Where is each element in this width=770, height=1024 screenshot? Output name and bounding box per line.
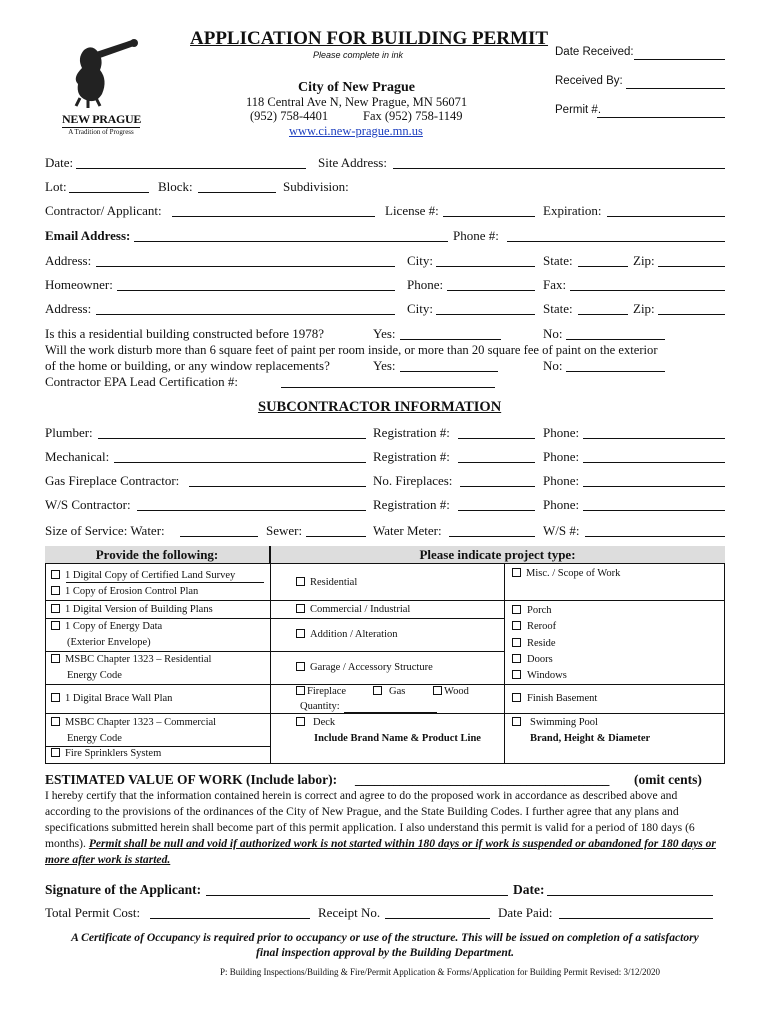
mechanical-registration-label: Registration #: — [373, 449, 450, 464]
zip2-label: Zip: — [633, 301, 655, 316]
state-label: State: — [543, 253, 573, 268]
porch-option[interactable]: Porch — [512, 605, 552, 616]
checkbox-icon[interactable] — [51, 586, 60, 595]
table-divider-1 — [270, 546, 271, 764]
epa-cert-field[interactable] — [281, 387, 495, 388]
list-item[interactable]: 1 Digital Brace Wall Plan — [51, 693, 172, 704]
receipt-label: Receipt No. — [318, 905, 381, 920]
size-service-label: Size of Service: Water: — [45, 523, 165, 538]
address-field[interactable] — [96, 266, 395, 267]
ws-hash-field[interactable] — [585, 536, 725, 537]
fax-label: Fax: — [543, 277, 567, 292]
list-item[interactable]: MSBC Chapter 1323 – Residential — [51, 654, 211, 665]
lead-question-1: Is this a residential building constructed before 1978? — [45, 326, 325, 341]
checkbox-icon[interactable] — [296, 604, 305, 613]
state-field[interactable] — [578, 266, 628, 267]
date-received-field[interactable] — [634, 59, 725, 60]
block-field[interactable] — [198, 192, 276, 193]
right-row-sep — [270, 651, 504, 652]
sewer-label: Sewer: — [266, 523, 303, 538]
total-cost-field[interactable] — [150, 918, 310, 919]
estimate-suffix: (omit cents) — [634, 772, 702, 787]
phone-hash-label: Phone #: — [453, 228, 499, 243]
left-row-sep — [45, 684, 270, 685]
signature-label: Signature of the Applicant: — [45, 882, 202, 897]
city-label: City: — [407, 253, 434, 268]
site-address-label: Site Address: — [318, 155, 387, 170]
lot-field[interactable] — [69, 192, 149, 193]
misc-option[interactable]: Misc. / Scope of Work — [512, 568, 620, 579]
website-link[interactable]: www.ci.new-prague.mn.us — [289, 124, 423, 138]
fax-field[interactable] — [570, 290, 725, 291]
left-row-sep — [45, 713, 270, 714]
city2-label: City: — [407, 301, 434, 316]
checkbox-icon[interactable] — [512, 568, 521, 577]
left-row-sep — [45, 651, 270, 652]
city-address: 118 Central Ave N, New Prague, MN 56071 — [246, 95, 468, 109]
reroof-option[interactable]: Reroof — [512, 621, 556, 632]
estimate-label: ESTIMATED VALUE OF WORK (Include labor): — [45, 772, 338, 787]
email-label: Email Address: — [45, 228, 131, 243]
gas-fireplace-label: Gas Fireplace Contractor: — [45, 473, 180, 488]
lead-q2-yes-label: Yes: — [373, 358, 396, 373]
email-field[interactable] — [134, 241, 448, 242]
checkbox-icon[interactable] — [512, 654, 521, 663]
provide-header: Provide the following: — [45, 546, 270, 564]
subtitle: Please complete in ink — [313, 50, 404, 60]
garage-option[interactable]: Garage / Accessory Structure — [296, 662, 433, 673]
page-title: APPLICATION FOR BUILDING PERMIT — [190, 28, 549, 49]
wood-option[interactable]: Wood — [433, 686, 469, 697]
estimate-blank[interactable]: ________________________________________ — [355, 772, 610, 787]
addition-option[interactable]: Addition / Alteration — [296, 629, 398, 640]
list-item[interactable]: 1 Digital Copy of Certified Land Survey — [51, 570, 235, 581]
epa-cert-label: Contractor EPA Lead Certification #: — [45, 374, 239, 389]
windows-option[interactable]: Windows — [512, 670, 567, 681]
left-row-sep — [45, 600, 270, 601]
lot-label: Lot: — [45, 179, 67, 194]
list-item[interactable]: 1 Digital Version of Building Plans — [51, 604, 213, 615]
mechanical-label: Mechanical: — [45, 449, 110, 464]
project-type-header: Please indicate project type: — [270, 546, 725, 564]
left-row-sep — [45, 618, 270, 619]
site-address-field[interactable] — [393, 168, 725, 169]
expiration-field[interactable] — [607, 216, 725, 217]
lead-q1-no-label: No: — [543, 326, 563, 341]
checkbox-icon[interactable] — [51, 693, 60, 702]
right-row-sep — [270, 684, 725, 685]
gas-fireplace-phone-label: Phone: — [543, 473, 580, 488]
receipt-field[interactable] — [385, 918, 490, 919]
homeowner-phone-field[interactable] — [447, 290, 535, 291]
date-received-label: Date Received: — [555, 46, 634, 58]
checkbox-icon[interactable] — [512, 693, 521, 702]
list-item-cont: Energy Code — [67, 670, 122, 681]
date-label: Date: — [45, 155, 74, 170]
address2-field[interactable] — [96, 314, 395, 315]
quantity-label: Quantity: — [300, 701, 340, 712]
fireplace-option[interactable]: Fireplace — [296, 686, 346, 697]
water-field[interactable] — [180, 536, 258, 537]
certification-emphasis: Permit shall be null and void if authorized work is not started within 180 days or if work is suspended or abandoned for 180 days or more after work is started. — [45, 837, 716, 866]
file-path: P: Building Inspections/Building & Fire/Permit Application & Forms/Application for Building Permit Revised: 3/12/2020 — [220, 967, 660, 977]
block-label: Block: — [158, 179, 193, 194]
plumber-registration-label: Registration #: — [373, 425, 450, 440]
lead-q2-no-label: No: — [543, 358, 563, 373]
plumber-registration-field[interactable] — [458, 438, 535, 439]
checkbox-icon[interactable] — [296, 686, 305, 695]
checkbox-icon[interactable] — [296, 717, 305, 726]
address2-label: Address: — [45, 301, 92, 316]
gas-fireplace-phone-field[interactable] — [583, 486, 725, 487]
lead-q2-no-field[interactable] — [566, 371, 665, 372]
left-row-sep — [45, 746, 270, 747]
license-label: License #: — [385, 203, 439, 218]
lead-q1-no-field[interactable] — [566, 339, 665, 340]
zip-field[interactable] — [658, 266, 725, 267]
license-field[interactable] — [443, 216, 535, 217]
lead-q1-yes-label: Yes: — [373, 326, 396, 341]
list-item[interactable]: MSBC Chapter 1323 – Commercial — [51, 717, 216, 728]
state2-field[interactable] — [578, 314, 628, 315]
received-by-field[interactable] — [626, 88, 725, 89]
checkbox-icon[interactable] — [296, 577, 305, 586]
ws-phone-label: Phone: — [543, 497, 580, 512]
received-by-label: Received By: — [555, 75, 623, 87]
right-row-sep — [270, 618, 504, 619]
right-row-sep — [270, 713, 725, 714]
signature-date-field[interactable] — [547, 895, 713, 896]
plumber-phone-label: Phone: — [543, 425, 580, 440]
lead-question-2b: of the home or building, or any window replacements? — [45, 358, 330, 373]
city-field[interactable] — [436, 266, 535, 267]
phone-hash-field[interactable] — [507, 241, 725, 242]
mechanical-field[interactable] — [114, 462, 366, 463]
water-meter-field[interactable] — [449, 536, 535, 537]
checkbox-icon[interactable] — [433, 686, 442, 695]
ws-registration-field[interactable] — [458, 510, 535, 511]
residential-option[interactable]: Residential — [296, 577, 357, 588]
expiration-label: Expiration: — [543, 203, 602, 218]
checkbox-icon[interactable] — [296, 662, 305, 671]
lion-trumpet-icon — [62, 38, 140, 108]
doors-option[interactable]: Doors — [512, 654, 553, 665]
logo-name: NEW PRAGUE — [62, 112, 142, 126]
date-field[interactable] — [76, 168, 306, 169]
logo-tagline: A Tradition of Progress — [68, 128, 134, 136]
signature-date-label: Date: — [513, 882, 545, 897]
total-cost-label: Total Permit Cost: — [45, 905, 141, 920]
deck-option[interactable]: Deck — [296, 717, 335, 728]
lead-question-2a: Will the work disturb more than 6 square feet of paint per room inside, or more than 20 square fee of paint on the exterior — [45, 343, 658, 357]
gas-option[interactable]: Gas — [373, 686, 405, 697]
mechanical-phone-label: Phone: — [543, 449, 580, 464]
logo — [62, 38, 140, 134]
checkbox-icon[interactable] — [512, 605, 521, 614]
subcontractor-heading: SUBCONTRACTOR INFORMATION — [258, 399, 502, 415]
permit-number-field[interactable] — [597, 117, 725, 118]
occupancy-notice: A Certificate of Occupancy is required prior to occupancy or use of the structure. This will be issued on completion of a satisfactory final inspection approval by the Building Department. — [71, 931, 699, 959]
ws-registration-label: Registration #: — [373, 497, 450, 512]
basement-option[interactable]: Finish Basement — [512, 693, 597, 704]
plumber-label: Plumber: — [45, 425, 93, 440]
pool-option[interactable]: Swimming Pool — [512, 717, 598, 728]
lead-q1-yes-field[interactable] — [400, 339, 501, 340]
checkbox-icon[interactable] — [51, 604, 60, 613]
checkbox-icon[interactable] — [51, 570, 60, 579]
pool-note: Brand, Height & Diameter — [530, 733, 651, 744]
checkbox-icon[interactable] — [51, 654, 60, 663]
list-item-cont: Energy Code — [67, 733, 122, 744]
ws-contractor-label: W/S Contractor: — [45, 497, 131, 512]
list-item[interactable]: Fire Sprinklers System — [51, 748, 161, 759]
checkbox-icon[interactable] — [512, 670, 521, 679]
table-divider-2 — [504, 564, 505, 764]
ws-contractor-field[interactable] — [137, 510, 366, 511]
certification-text: I hereby certify that the information contained herein is correct and agree to do the proposed work in accordance as described above and according to the provisions of the ordinances of the City of New Prague, and the State Building Codes. I further agree that any plans and specifications submitted herein shall become part of this permit application. I also understand this permit is valid for a period of 180 days (6 months). Permit shall be null and void if authorized work is not started within 180 days or if work is suspended or abandoned for 180 days or more after work is started. — [45, 789, 716, 866]
lead-q2-yes-field[interactable] — [400, 371, 498, 372]
checkbox-icon[interactable] — [512, 638, 521, 647]
no-fireplaces-label: No. Fireplaces: — [373, 473, 453, 488]
city-name: City of New Prague — [298, 80, 416, 95]
checkbox-icon[interactable] — [51, 748, 60, 757]
date-paid-field[interactable] — [559, 918, 713, 919]
right-row-sep — [270, 600, 725, 601]
survey-underline — [66, 582, 264, 583]
reside-option[interactable]: Reside — [512, 638, 556, 649]
state2-label: State: — [543, 301, 573, 316]
zip-label: Zip: — [633, 253, 655, 268]
city-fax: Fax (952) 758-1149 — [363, 109, 463, 123]
subdivision-label: Subdivision: — [283, 179, 349, 194]
list-item[interactable]: 1 Copy of Erosion Control Plan — [51, 586, 198, 597]
gas-fireplace-field[interactable] — [189, 486, 366, 487]
water-meter-label: Water Meter: — [373, 523, 442, 538]
commercial-option[interactable]: Commercial / Industrial — [296, 604, 410, 615]
contractor-label: Contractor/ Applicant: — [45, 203, 162, 218]
city2-field[interactable] — [436, 314, 535, 315]
plumber-field[interactable] — [98, 438, 366, 439]
checkbox-icon[interactable] — [51, 621, 60, 630]
mechanical-registration-field[interactable] — [458, 462, 535, 463]
list-item[interactable]: 1 Copy of Energy Data — [51, 621, 162, 632]
date-paid-label: Date Paid: — [498, 905, 553, 920]
list-item-cont: (Exterior Envelope) — [67, 637, 151, 648]
zip2-field[interactable] — [658, 314, 725, 315]
homeowner-label: Homeowner: — [45, 277, 113, 292]
ws-hash-label: W/S #: — [543, 523, 580, 538]
checkbox-icon[interactable] — [373, 686, 382, 695]
checkbox-icon[interactable] — [512, 717, 521, 726]
signature-field[interactable] — [206, 895, 508, 896]
homeowner-phone-label: Phone: — [407, 277, 444, 292]
mechanical-phone-field[interactable] — [583, 462, 725, 463]
checkbox-icon[interactable] — [51, 717, 60, 726]
sewer-field[interactable] — [306, 536, 366, 537]
permit-number-label: Permit #. — [555, 104, 602, 116]
homeowner-field[interactable] — [117, 290, 395, 291]
deck-note: Include Brand Name & Product Line — [314, 733, 481, 744]
checkbox-icon[interactable] — [296, 629, 305, 638]
city-phone: (952) 758-4401 — [250, 109, 329, 123]
address-label: Address: — [45, 253, 92, 268]
contractor-field[interactable] — [172, 216, 375, 217]
ws-phone-field[interactable] — [583, 510, 725, 511]
checkbox-icon[interactable] — [512, 621, 521, 630]
quantity-field[interactable] — [344, 712, 437, 713]
no-fireplaces-field[interactable] — [460, 486, 535, 487]
plumber-phone-field[interactable] — [583, 438, 725, 439]
